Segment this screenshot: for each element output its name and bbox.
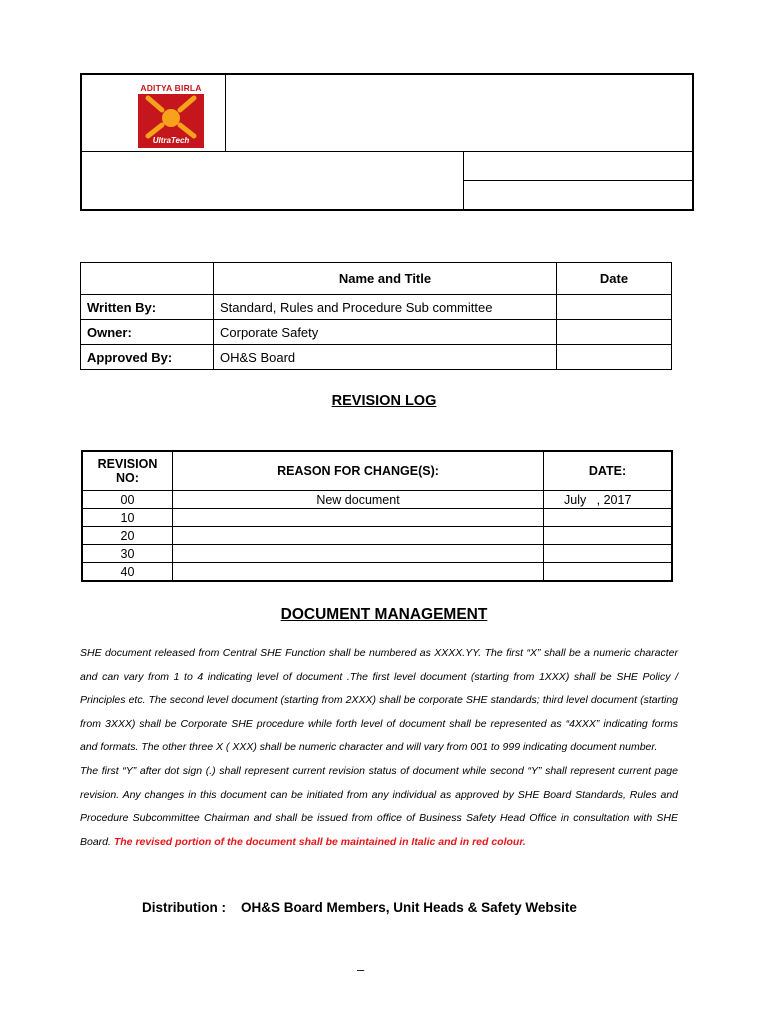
table-row [82, 527, 672, 545]
distribution-value: OH&S Board Members, Unit Heads & Safety Website [241, 900, 577, 915]
logo-brand-bottom: UltraTech [152, 136, 190, 145]
revision-date [544, 545, 673, 563]
row-label: Approved By: [81, 345, 214, 370]
document-header-box [80, 73, 694, 211]
approval-table [80, 262, 672, 370]
revision-no: 00 [82, 491, 173, 509]
header-cell [81, 263, 214, 295]
page-footer-mark: – [357, 962, 365, 977]
table-row [81, 320, 672, 345]
row-label: Written By: [81, 295, 214, 320]
header-cell: DATE: [544, 451, 673, 491]
header-divider-right [463, 180, 692, 181]
revision-no: 40 [82, 563, 173, 582]
distribution-line [142, 900, 577, 915]
row-date [557, 295, 672, 320]
logo-brand-top: ADITYA BIRLA [140, 83, 202, 93]
paragraph-1: SHE document released from Central SHE Function shall be numbered as XXXX.YY. The first “X” shall be a numeric character and can vary from 1 to 4 indicating level of document .The first level document (starting from 1XXX) shall be SHE Policy / Principles etc. The second level document (starting from 2XXX) shall be corporate SHE standards; third level document (starting from 3XXX) shall be Corporate SHE procedure while forth level of document shall be represented as “4XXX” indicating forms and formats. The other three X ( XXX) shall be numeric character and will vary from 001 to 999 indicating document number. [80, 647, 678, 754]
revision-log-title: REVISION LOG [331, 393, 437, 409]
row-date [557, 320, 672, 345]
header-cell: Name and Title [214, 263, 557, 295]
header-cell: REVISION NO: [82, 451, 173, 491]
document-management-title: DOCUMENT MANAGEMENT [280, 606, 488, 623]
row-name: Corporate Safety [214, 320, 557, 345]
company-logo [132, 77, 210, 151]
revision-no: 20 [82, 527, 173, 545]
revision-date [544, 509, 673, 527]
revision-date: July , 2017 [544, 491, 673, 509]
revision-reason [173, 563, 544, 582]
revision-no: 10 [82, 509, 173, 527]
row-name: OH&S Board [214, 345, 557, 370]
table-header-row [81, 263, 672, 295]
row-name: Standard, Rules and Procedure Sub committee [214, 295, 557, 320]
header-cell: REASON FOR CHANGE(S): [173, 451, 544, 491]
revision-date [544, 563, 673, 582]
revision-reason: New document [173, 491, 544, 509]
row-label: Owner: [81, 320, 214, 345]
paragraph-2: The first “Y” after dot sign (.) shall represent current revision status of document while second “Y” shall represent current page revision. Any changes in this document can be initiated from any individual as approved by SHE Board Standards, Rules and Procedure Subcommittee Chairman and shall be issued from office of Business Safety Head Office in consultation with SHE Board. [80, 764, 678, 848]
table-row [81, 345, 672, 370]
revision-no: 30 [82, 545, 173, 563]
revision-reason [173, 545, 544, 563]
table-row [81, 295, 672, 320]
revision-date [544, 527, 673, 545]
document-management-text [80, 642, 678, 854]
header-cell: Date [557, 263, 672, 295]
table-row [82, 545, 672, 563]
table-header-row [82, 451, 672, 491]
table-row [82, 509, 672, 527]
table-row [82, 491, 672, 509]
header-divider [82, 151, 692, 152]
revision-table [81, 450, 673, 582]
revision-reason [173, 527, 544, 545]
revision-note-red: The revised portion of the document shall be maintained in Italic and in red colour. [113, 835, 526, 848]
row-date [557, 345, 672, 370]
table-row [82, 563, 672, 582]
distribution-label: Distribution : [142, 900, 226, 915]
revision-reason [173, 509, 544, 527]
